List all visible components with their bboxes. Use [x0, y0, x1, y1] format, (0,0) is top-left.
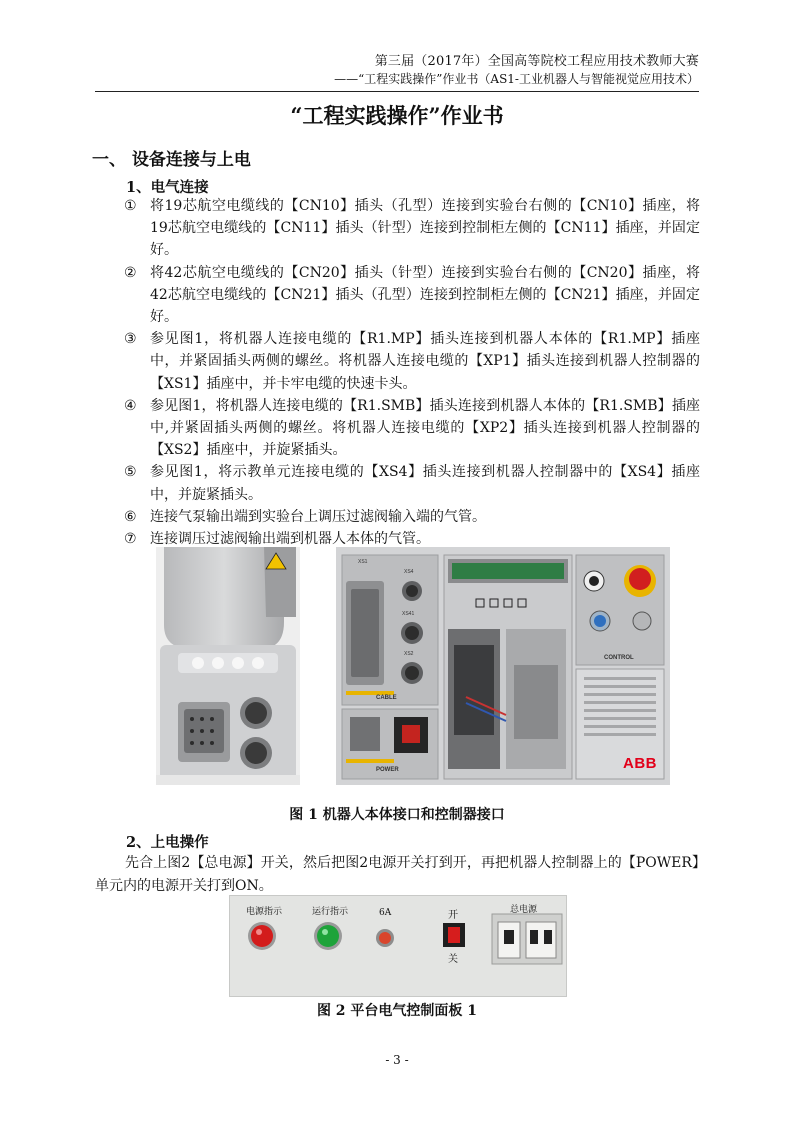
- step-number: ⑤: [124, 464, 137, 481]
- page-title: “工程实践操作”作业书: [290, 103, 504, 128]
- list-item: [124, 461, 700, 505]
- step-text: 参见图1，将机器人连接电缆的【R1.MP】插头连接到机器人本体的【R1.MP】插座中，并紧固插头两侧的螺丝。将机器人连接电缆的【XP1】插头连接到机器人控制器的【XS1】插座中，并卡牢电缆的快速卡头。: [150, 331, 700, 392]
- list-item: [124, 506, 700, 528]
- header-line1: 第三届（2017年）全国高等院校工程应用技术教师大赛: [374, 54, 699, 69]
- step-text: 连接气泵输出端到实验台上调压过滤阀输入端的气管。: [150, 508, 486, 525]
- xs4-label: XS4: [404, 569, 414, 575]
- step-list: [124, 195, 700, 550]
- page-number: - 3 -: [385, 1053, 409, 1067]
- xs41-label: XS41: [402, 611, 415, 617]
- step-number: ③: [124, 331, 137, 348]
- cable-label: CABLE: [376, 695, 397, 701]
- section-heading: 一、 设备连接与上电: [92, 150, 251, 170]
- robot-base-photo: [156, 547, 300, 785]
- step-text: 参见图1，将机器人连接电缆的【R1.SMB】插头连接到机器人本体的【R1.SMB】插座中,并紧固插头两侧的螺丝。将机器人连接电缆的【XP2】插头连接到机器人控制器的【XS2】插座中，并旋紧插头。: [150, 397, 700, 459]
- switch-on-label: 开: [448, 910, 458, 921]
- step-text: 连接调压过滤阀输出端到机器人本体的气管。: [150, 531, 430, 548]
- step-number: ④: [124, 397, 137, 414]
- step-text: 将42芯航空电缆线的【CN20】插头（针型）连接到实验台右侧的【CN20】插座，将42芯航空电缆线的【CN21】插头（孔型）连接到控制柜左侧的【CN21】插座，并固定好。: [150, 264, 700, 326]
- step-number: ②: [124, 264, 137, 281]
- controller-illustration: [336, 547, 670, 785]
- step-text: 参见图1，将示教单元连接电缆的【XS4】插头连接到机器人控制器中的【XS4】插座中，并旋紧插头。: [150, 464, 700, 503]
- figure1-caption: 图 1 机器人本体接口和控制器接口: [289, 807, 505, 823]
- list-item: [124, 195, 700, 262]
- power-unit-label: POWER: [376, 767, 399, 773]
- control-panel-photo: [229, 895, 567, 997]
- switch-off-label: 关: [448, 954, 458, 965]
- subsection-heading-power: 2、上电操作: [126, 834, 209, 851]
- robot-base-illustration: [156, 547, 300, 785]
- power-paragraph: 先合上图2【总电源】开关，然后把图2电源开关打到开，再把机器人控制器上的【POWER】单元内的电源开关打到ON。: [95, 855, 699, 894]
- list-item: [124, 262, 700, 329]
- xs1-label: XS1: [358, 559, 368, 565]
- figure2-caption: 图 2 平台电气控制面板 1: [316, 1003, 478, 1019]
- controller-photo: [336, 547, 670, 785]
- list-item: [124, 395, 700, 462]
- subsection-heading-electrical: 1、电气连接: [126, 179, 209, 196]
- fuse-label: 6A: [379, 908, 392, 918]
- main-power-label: 总电源: [510, 905, 538, 915]
- header-line2: ——“工程实践操作”作业书（AS1-工业机器人与智能视觉应用技术）: [334, 72, 699, 86]
- step-number: ①: [124, 198, 137, 214]
- header-rule: [95, 91, 699, 92]
- power-indicator-label: 电源指示: [246, 907, 283, 917]
- list-item: [124, 328, 700, 395]
- step-number: ⑥: [124, 508, 137, 525]
- step-number: ⑦: [124, 531, 137, 548]
- abb-logo: ABB: [623, 755, 657, 772]
- control-label: CONTROL: [604, 655, 634, 661]
- xs2-label: XS2: [404, 651, 414, 657]
- step-text: 将19芯航空电缆线的【CN10】插头（孔型）连接到实验台右侧的【CN10】插座，将19芯航空电缆线的【CN11】插头（针型）连接到控制柜左侧的【CN11】插座，并固定好。: [150, 198, 700, 259]
- run-indicator-label: 运行指示: [312, 907, 349, 917]
